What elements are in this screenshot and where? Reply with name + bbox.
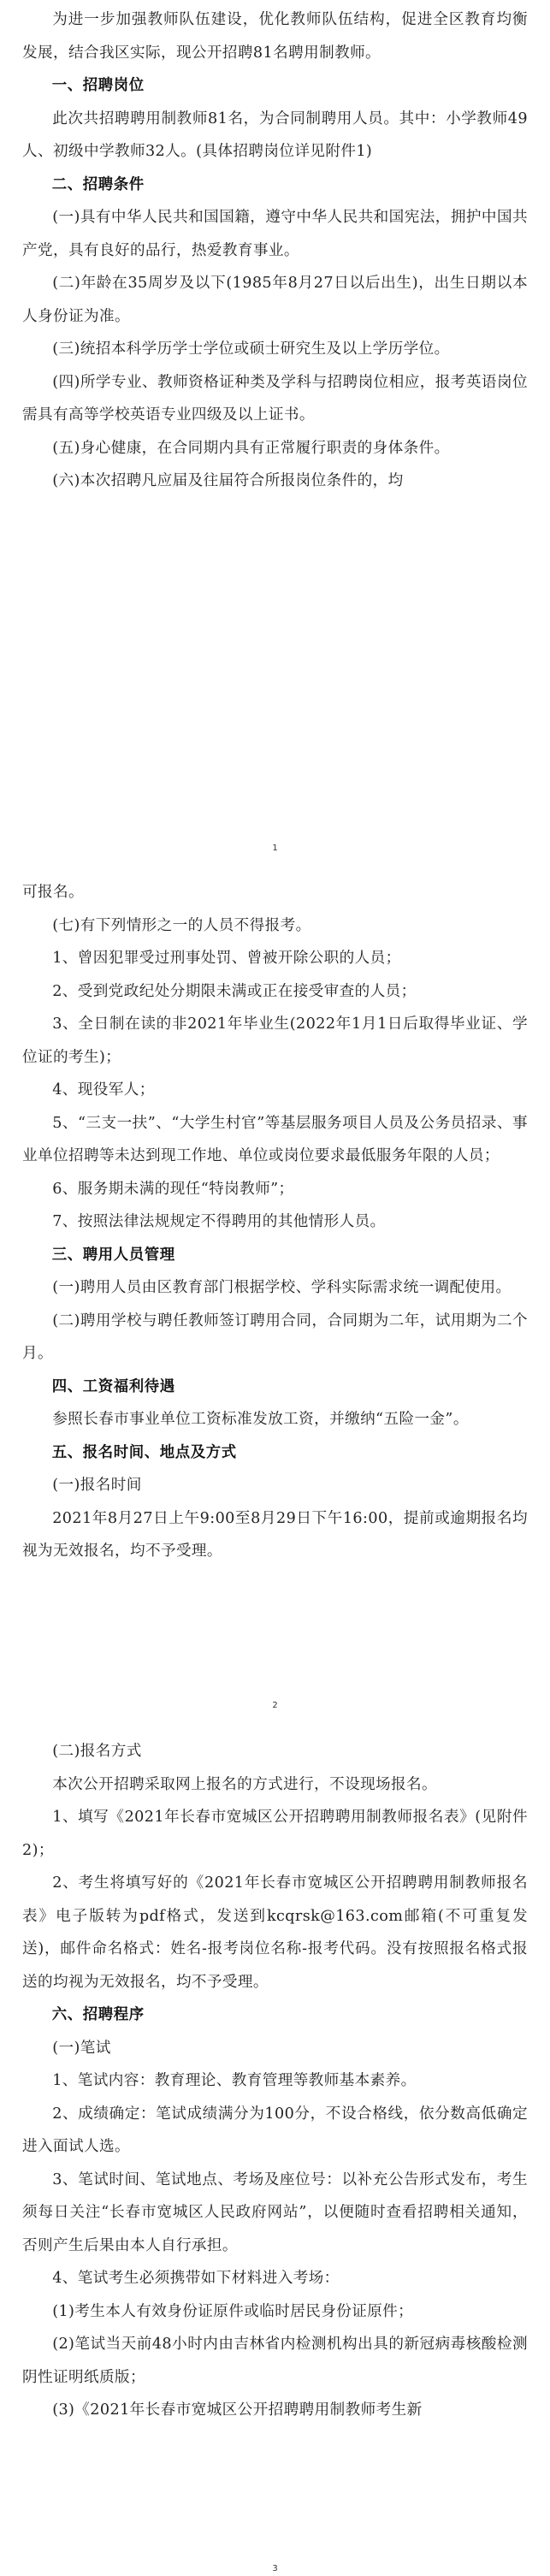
paragraph: 可报名。: [22, 884, 84, 901]
paragraph: 本次公开招聘采取网上报名的方式进行，不设现场报名。: [52, 1775, 438, 1793]
paragraph: 2021年8月27日上午9:00至8月29日下午16:00，提前或逾期报名均视为无效报名，均不予受理。: [22, 1509, 528, 1560]
paragraph: 为进一步加强教师队伍建设，优化教师队伍结构，促进全区教育均衡发展，结合我区实际，现公开招聘81名聘用制教师。: [22, 11, 528, 62]
paragraph: (2)笔试当天前48小时内由吉林省内检测机构出具的新冠病毒核酸检测阴性证明纸质版；: [22, 2336, 528, 2386]
section-heading: 二、招聘条件: [51, 175, 145, 193]
paragraph: 3、笔试时间、笔试地点、考场及座位号：以补充公告形式发布，考生须每日关注“长春市宽城区人民政府网站”，以便随时查看招聘相关通知，否则产生后果由本人自行承担。: [22, 2170, 528, 2254]
paragraph: 参照长春市事业单位工资标准发放工资，并缴纳“五险一金”。: [52, 1411, 469, 1428]
section-heading: 一、招聘岗位: [51, 77, 145, 94]
section-heading: 六、招聘程序: [51, 2006, 145, 2023]
paragraph: (六)本次招聘凡应届及往届符合所报岗位条件的，均: [52, 472, 404, 489]
paragraph: 6、服务期未满的现任“特岗教师”；: [52, 1180, 294, 1198]
section-heading: 三、聘用人员管理: [51, 1246, 175, 1264]
page-2-body: [22, 864, 528, 1568]
paragraph: 4、现役军人；: [52, 1081, 155, 1099]
page-1-body: [22, 0, 528, 498]
paragraph: (一)报名时间: [52, 1477, 142, 1494]
paragraph: 3、全日制在读的非2021年毕业生(2022年1月1日后取得毕业证、学位证的考生)；: [22, 1016, 528, 1066]
paragraph: 1、曾因犯罪受过刑事处罚、曾被开除公职的人员；: [52, 950, 401, 967]
paragraph: (七)有下列情形之一的人员不得报考。: [52, 916, 311, 934]
paragraph: (一)聘用人员由区教育部门根据学校、学科实际需求统一调配使用。: [52, 1279, 512, 1296]
paragraph: (三)统招本科学历学士学位或硕士研究生及以上学历学位。: [52, 341, 450, 358]
paragraph: 1、笔试内容：教育理论、教育管理等教师基本素养。: [52, 2072, 417, 2089]
paragraph: (四)所学专业、教师资格证种类及学科与招聘岗位相应，报考英语岗位需具有高等学校英语专业四级及以上证书。: [22, 373, 528, 423]
paragraph: 1、填写《2021年长春市宽城区公开招聘聘用制教师报名表》(见附件2)；: [22, 1809, 528, 1859]
paragraph: (二)报名方式: [52, 1743, 142, 1760]
section-heading: 四、工资福利待遇: [51, 1377, 175, 1395]
paragraph: 7、按照法律法规规定不得聘用的其他情形人员。: [52, 1213, 386, 1230]
document-page-1: [0, 0, 550, 864]
page-number: 1: [272, 844, 278, 853]
paragraph: 此次共招聘聘用制教师81名，为合同制聘用人员。其中：小学教师49人、初级中学教师32人。(具体招聘岗位详见附件1): [22, 110, 528, 160]
paragraph: (1)考生本人有效身份证原件或临时居民身份证原件；: [52, 2302, 414, 2320]
paragraph: (3)《2021年长春市宽城区公开招聘聘用制教师考生新: [52, 2401, 423, 2419]
section-heading: 五、报名时间、地点及方式: [51, 1443, 237, 1461]
paragraph: 5、“三支一扶”、“大学生村官”等基层服务项目人员及公务员招录、事业单位招聘等未达到现工作地、单位或岗位要求最低服务年限的人员；: [22, 1114, 528, 1164]
document-page-2: [0, 864, 550, 1720]
paragraph: 2、考生将填写好的《2021年长春市宽城区公开招聘聘用制教师报名表》电子版转为pdf格式，发送到kcqrsk@163.com邮箱(不可重复发送)，邮件命名格式：姓名-报考岗位名称-报考代码。没有按照报名格式报送的均视为无效报名，均不予受理。: [22, 1874, 528, 1991]
paragraph: 2、受到党政纪处分期限未满或正在接受审查的人员；: [52, 982, 417, 1000]
paragraph: 4、笔试考生必须携带如下材料进入考场：: [52, 2270, 340, 2287]
page-3-body: [22, 1720, 528, 2427]
document-page-3: [0, 1720, 550, 2576]
page-number: 3: [272, 2564, 278, 2573]
paragraph: (一)笔试: [52, 2039, 111, 2057]
paragraph: (一)具有中华人民共和国国籍，遵守中华人民共和国宪法，拥护中国共产党，具有良好的品行，热爱教育事业。: [22, 209, 528, 259]
paragraph: (二)聘用学校与聘任教师签订聘用合同，合同期为二年，试用期为二个月。: [22, 1312, 528, 1362]
paragraph: (二)年龄在35周岁及以下(1985年8月27日以后出生)，出生日期以本人身份证为准。: [22, 275, 528, 325]
paragraph: 2、成绩确定：笔试成绩满分为100分，不设合格线，依分数高低确定进入面试人选。: [22, 2105, 528, 2155]
page-number: 2: [272, 1701, 278, 1710]
paragraph: (五)身心健康，在合同期内具有正常履行职责的身体条件。: [52, 439, 450, 457]
